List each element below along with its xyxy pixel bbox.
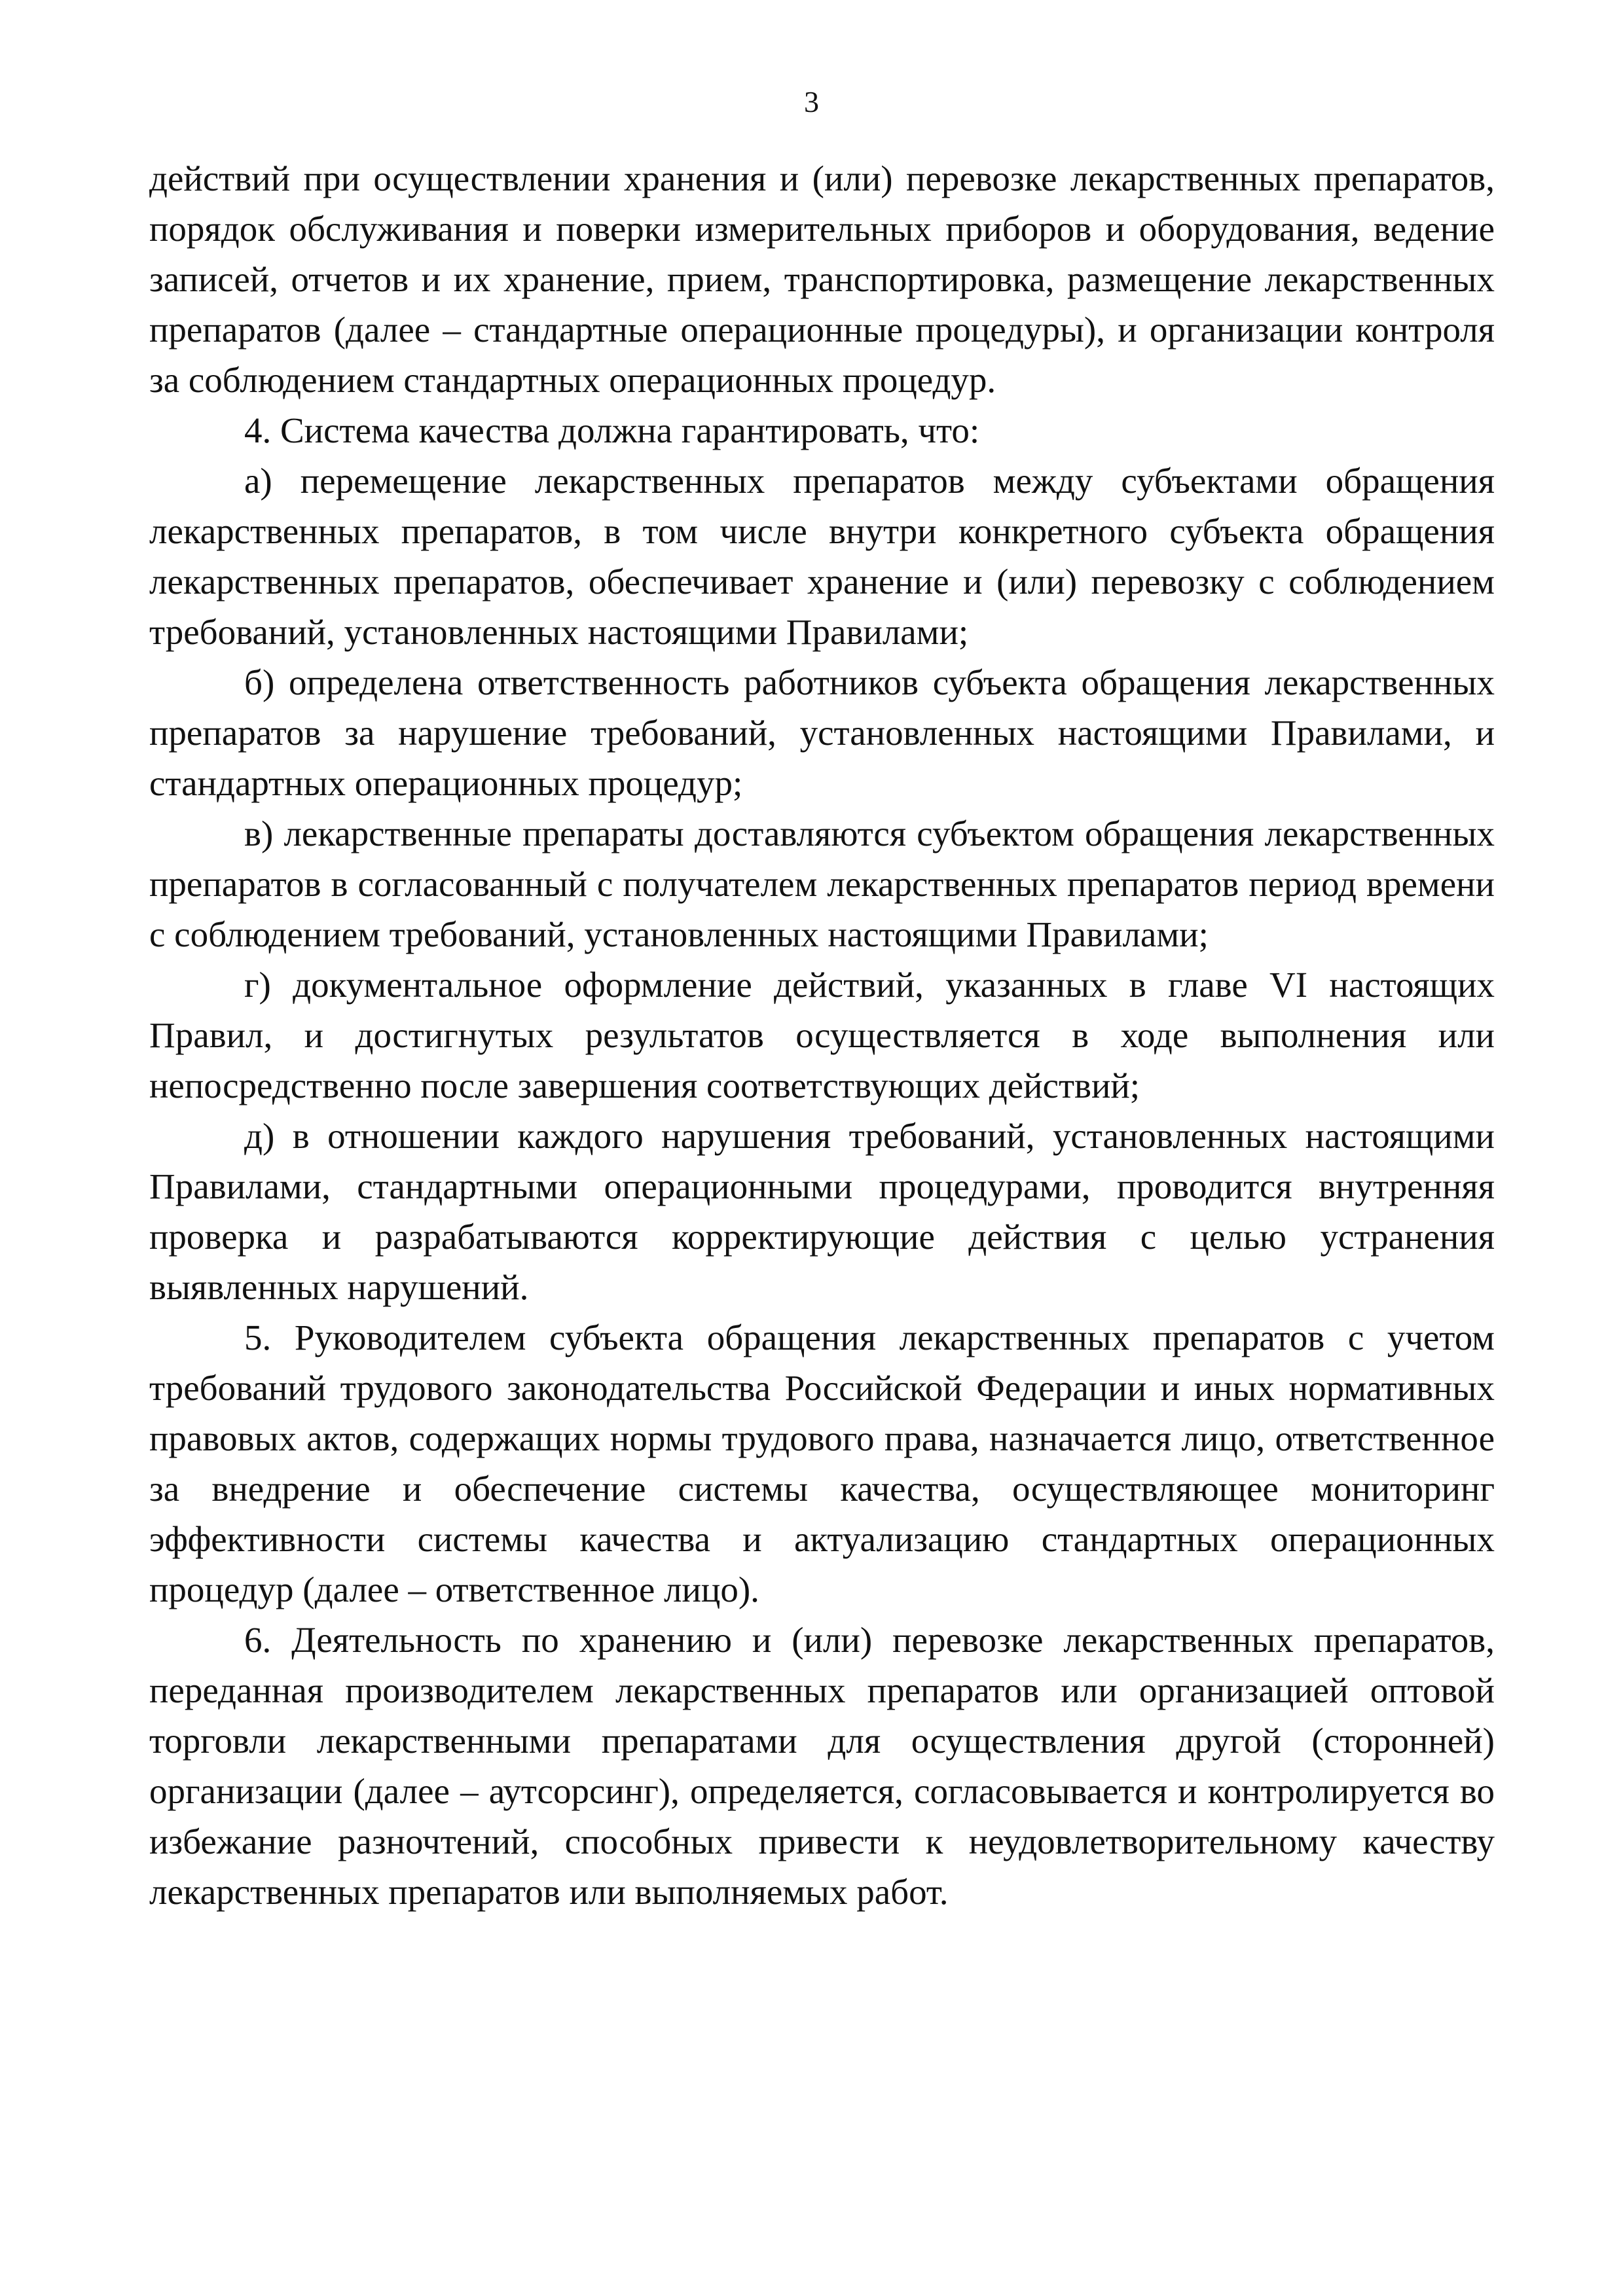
paragraph-item-5: 5. Руководителем субъекта обращения лекарственных препаратов с учетом требований трудового законодательства Российской Федерации и иных нормативных правовых актов, содержащих нормы трудового права, назначается лицо, ответственное за внедрение и обеспечение системы качества, осуществляющее мониторинг эффективности системы качества и актуализацию стандартных операционных процедур (далее – ответственное лицо). [149, 1318, 1495, 1609]
paragraph-subitem-g: г) документальное оформление действий, указанных в главе VI настоящих Правил, и достигнутых результатов осуществляется в ходе выполнения или непосредственно после завершения соответствующих действий; [149, 965, 1495, 1105]
paragraph-item-4: 4. Система качества должна гарантировать, что: [244, 410, 980, 450]
page-number: 3 [804, 85, 819, 118]
document-body [149, 153, 1495, 1917]
paragraph-subitem-b: б) определена ответственность работников субъекта обращения лекарственных препаратов за нарушение требований, установленных настоящими Правилами, и стандартных операционных процедур; [149, 662, 1495, 803]
paragraph-subitem-a: а) перемещение лекарственных препаратов между субъектами обращения лекарственных препаратов, в том числе внутри конкретного субъекта обращения лекарственных препаратов, обеспечивает хранение и (или) перевозку с соблюдением требований, установленных настоящими Правилами; [149, 461, 1495, 652]
paragraph-continuation: действий при осуществлении хранения и (или) перевозке лекарственных препаратов, порядок обслуживания и поверки измерительных приборов и оборудования, ведение записей, отчетов и их хранение, прием, транспортировка, размещение лекарственных препаратов (далее – стандартные операционные процедуры), и организации контроля за соблюдением стандартных операционных процедур. [149, 158, 1495, 400]
paragraph-item-6: 6. Деятельность по хранению и (или) перевозке лекарственных препаратов, переданная производителем лекарственных препаратов или организацией оптовой торговли лекарственными препаратами для осуществления другой (сторонней) организации (далее – аутсорсинг), определяется, согласовывается и контролируется во избежание разночтений, способных привести к неудовлетворительному качеству лекарственных препаратов или выполняемых работ. [149, 1620, 1495, 1912]
paragraph-subitem-v: в) лекарственные препараты доставляются субъектом обращения лекарственных препаратов в согласованный с получателем лекарственных препаратов период времени с соблюдением требований, установленных настоящими Правилами; [149, 814, 1495, 954]
paragraph-subitem-d: д) в отношении каждого нарушения требований, установленных настоящими Правилами, стандартными операционными процедурами, проводится внутренняя проверка и разрабатываются корректирующие действия с целью устранения выявленных нарушений. [149, 1116, 1495, 1307]
